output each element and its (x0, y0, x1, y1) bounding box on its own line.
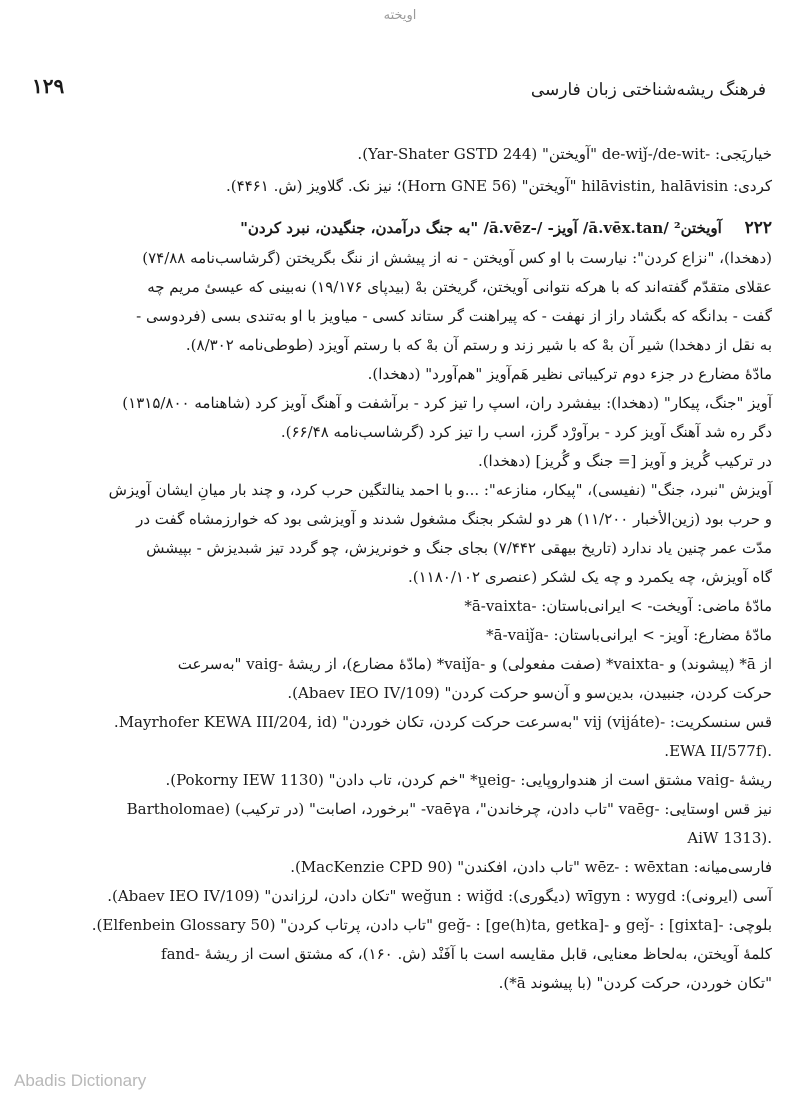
text-line: بلوچی: -geǰ- : [gixta] و -geğ- : [ge(h)ta, getka] "تاب دادن، پرتاب کردن" (Elfenbein Glossary 50). (91, 916, 772, 934)
text-line: دگر ره شد آهنگ آویز کرد - برآورْد گرز، اسب را تیز کرد (گرشاسب‌نامه ۶۶/۴۸). (280, 423, 772, 441)
text-line: حرکت کردن، جنبیدن، بدین‌سو و آن‌سو حرکت کردن" (Abaev IEO IV/109). (287, 684, 772, 702)
entry-number: ۲۲۲ (744, 218, 772, 238)
text-line: مادّهٔ ماضی: آویخت- > ایرانی‌باستان: -ā-vaixta* (464, 597, 772, 615)
entry-body (20, 244, 772, 998)
text-line: فارسی‌میانه: wēz- : wēxtan "تاب دادن، افکندن" (MacKenzie CPD 90). (290, 858, 772, 876)
text-line: از ā* (پیشوند) و -vaixta* (صفت مفعولی) و -vaiǰa* (مادّهٔ مضارع)، از ریشهٔ -vaig "به‌سرعت (177, 655, 772, 673)
book-title: فرهنگ ریشه‌شناختی زبان فارسی (530, 80, 766, 100)
text-line: و حرب بود (زین‌الأخبار ۱۱/۲۰۰) هر دو لشکر بجنگ مشغول شدند و آویزشی بود که خوارزمشاه گفت در (136, 510, 772, 528)
text-line: آویز "جنگ، پیکار" (دهخدا): بیفشرد ران، اسپ را تیز کرد - برآشفت و آهنگ آویز کرد (شاهنامه ۱۳۱۵/۸۰۰) (122, 394, 772, 412)
text-line: کلمهٔ آویختن، به‌لحاظ معنایی، قابل مقایسه است با آفَنْد (ش. ۱۶۰)، که مشتق است از ریشهٔ -fand (161, 945, 772, 963)
dialect-line-khiyareji: خیاریَجی: -de-wiǰ-/de-wit "آویختن" (Yar-Shater GSTD 244). (357, 145, 772, 163)
text-line: .(AiW 1313 (687, 829, 772, 847)
text-line: ریشهٔ -vaig مشتق است از هندواروپایی: -u̯eig* "خم کردن، تاب دادن" (Pokorny IEW 1130). (165, 771, 772, 789)
text-line: مادّهٔ مضارع: آویز- > ایرانی‌باستان: -ā-vaiǰa* (486, 626, 772, 644)
page-header-title: اویخته (383, 8, 417, 23)
dialect-line-kurdish: کردی: hilāvistin, halāvisin "آویختن" (Horn GNE 56)؛ نیز نک. گلاویز (ش. ۴۴۶۱). (225, 177, 772, 195)
text-line: "تکان خوردن، حرکت کردن" (با پیشوند ā*). (498, 974, 772, 992)
text-line: نیز قس اوستایی: -vaēg "تاب دادن، چرخاندن"، vaēγa- "برخورد، اصابت" (در ترکیب) (Bartholomae (126, 800, 772, 818)
page-number: ۱۲۹ (32, 74, 65, 98)
text-line: آویزش "نبرد، جنگ" (نفیسی)، "پیکار، منازعه": ...و با احمد ینالتگین حرب کرد، و چند بار میانِ ایشان آویزش (108, 481, 772, 499)
text-line: قس سنسکریت: -vij (vijáte) "به‌سرعت حرکت کردن، تکان خوردن" (Mayrhofer KEWA III/204, id. (113, 713, 772, 731)
text-line: عقلای متقدّم گفته‌اند که با هرکه نتوانی آویختن، گریختن بهْ (بیدپای ۱۹/۱۷۶) نه‌بینی که عیسیٔ مریم چه (147, 278, 772, 296)
watermark: Abadis Dictionary (14, 1071, 147, 1090)
text-line: آسی (ایرونی): wīgyn : wygd (دیگوری): weğun : wiğd "تکان دادن، لرزاندن" (Abaev IEO IV/109). (107, 887, 772, 905)
text-line: در ترکیب گُریز و آویز [= جنگ و گُریز] (دهخدا). (477, 452, 772, 470)
text-line: به نقل از دهخدا) شیر آن بهْ که با شیر زند و رستم آن بهْ که با رستم آویزد (طوطی‌نامه ۸/۳۰۲). (185, 336, 772, 354)
text-line: گاه آویزش، چه یکمرد و چه یک لشکر (عنصری ۱۱۸۰/۱۰۲). (408, 568, 772, 586)
headword-line: آویختن² /ā.vēx.tan/ آویز- /-ā.vēz/ "به جنگ درآمدن، جنگیدن، نبرد کردن" (240, 219, 722, 237)
entry-headword (20, 214, 772, 243)
text-line: .(EWA II/577f. (664, 742, 772, 760)
text-line: (دهخدا)، "نزاع کردن": نیارست با او کس آویختن - نه از پیشش از ننگ بگریختن (گرشاسب‌نامه ۷۴/۸۸) (142, 249, 772, 267)
text-line: مادّهٔ مضارع در جزء دوم ترکیباتی نظیر هَم‌آویز "هم‌آورد" (دهخدا). (367, 365, 772, 383)
text-line: گفت - بدانگه که بگشاد راز از نهفت - که پیراهنت گر ستاند کسی - میاویز با او به‌تندی بسی (فردوسی - (136, 307, 772, 325)
text-line: مدّت عمر چنین یاد ندارد (تاریخ بیهقی ۷/۴۴۲) بجای جنگ و خونریزش، چو گردد تیز شبدیزش - بپیشش (146, 539, 772, 557)
